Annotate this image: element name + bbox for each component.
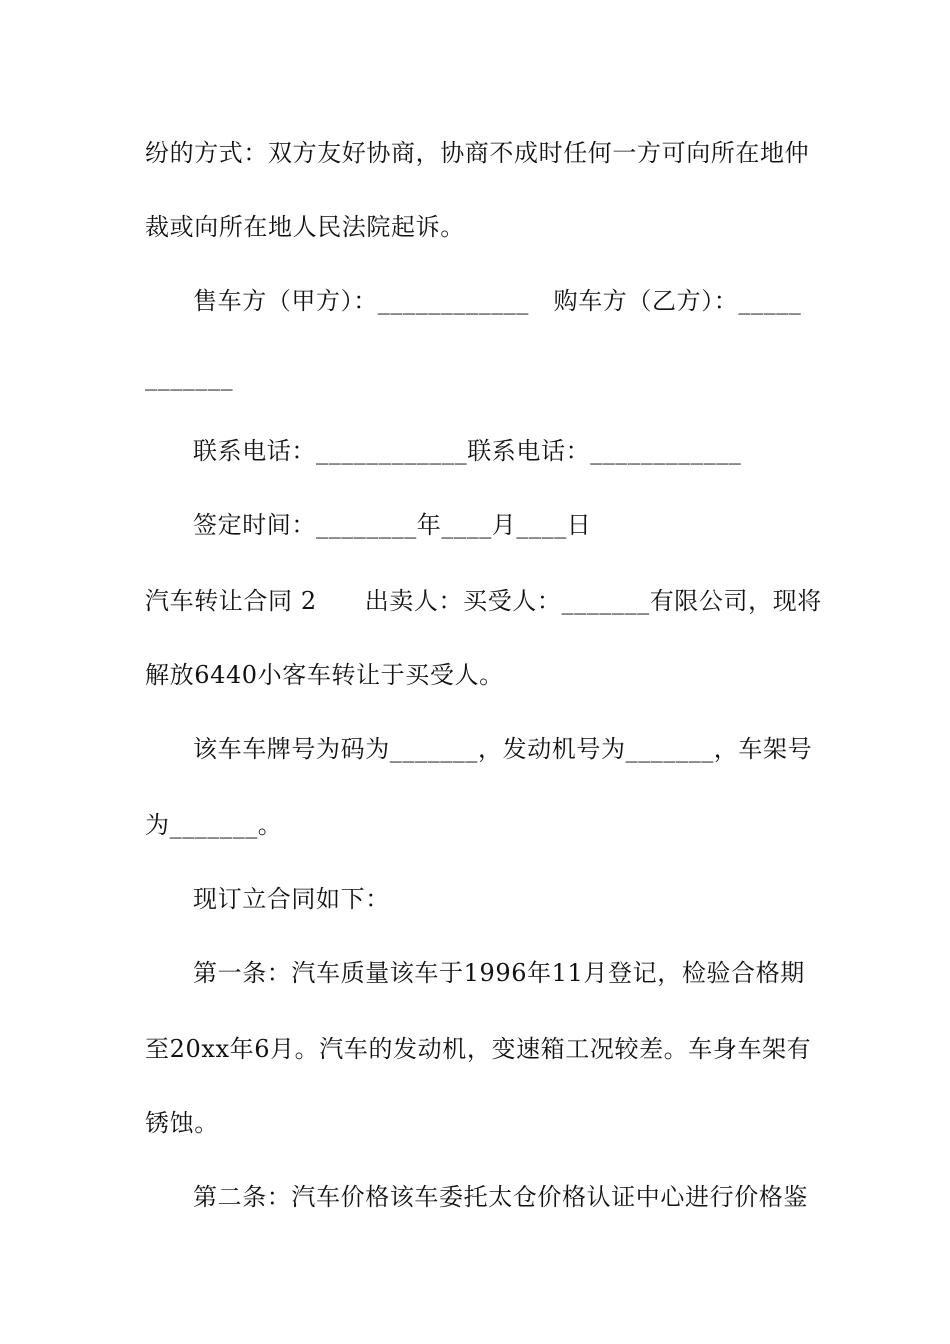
text-line-buyer-blank: _______ (145, 363, 234, 391)
text-line-frame: 为_______。 (145, 811, 283, 839)
text-line-seller-buyer: 售车方（甲方）：____________ 购车方（乙方）：_____ (193, 287, 802, 315)
text-line-article-1: 第一条：汽车质量该车于1996年11月登记，检验合格期 (193, 959, 805, 987)
text-line-court: 裁或向所在地人民法院起诉。 (145, 213, 465, 241)
text-line-plate: 该车车牌号为码为_______，发动机号为_______，车架号 (193, 735, 813, 763)
text-line-article-2: 第二条：汽车价格该车委托太仓价格认证中心进行价格鉴 (193, 1183, 808, 1211)
text-line-contract-title (145, 586, 822, 616)
text-line-article-1-cont: 至20xx年6月。汽车的发动机，变速箱工况较差。车身车架有 (145, 1035, 812, 1063)
text-line-dispute: 纷的方式：双方友好协商，协商不成时任何一方可向所在地仲 (145, 139, 810, 167)
text-line-phone: 联系电话：____________联系电话：____________ (193, 437, 742, 465)
seller-buyer-line: 出卖人：买受人：_______有限公司，现将 (364, 587, 822, 615)
text-line-contract-intro: 现订立合同如下： (193, 885, 390, 913)
contract-title: 汽车转让合同 2 (145, 587, 317, 615)
text-line-rust: 锈蚀。 (145, 1109, 219, 1137)
text-line-transfer: 解放6440小客车转让于买受人。 (145, 661, 504, 689)
text-line-sign-date: 签定时间：________年____月____日 (193, 511, 592, 539)
